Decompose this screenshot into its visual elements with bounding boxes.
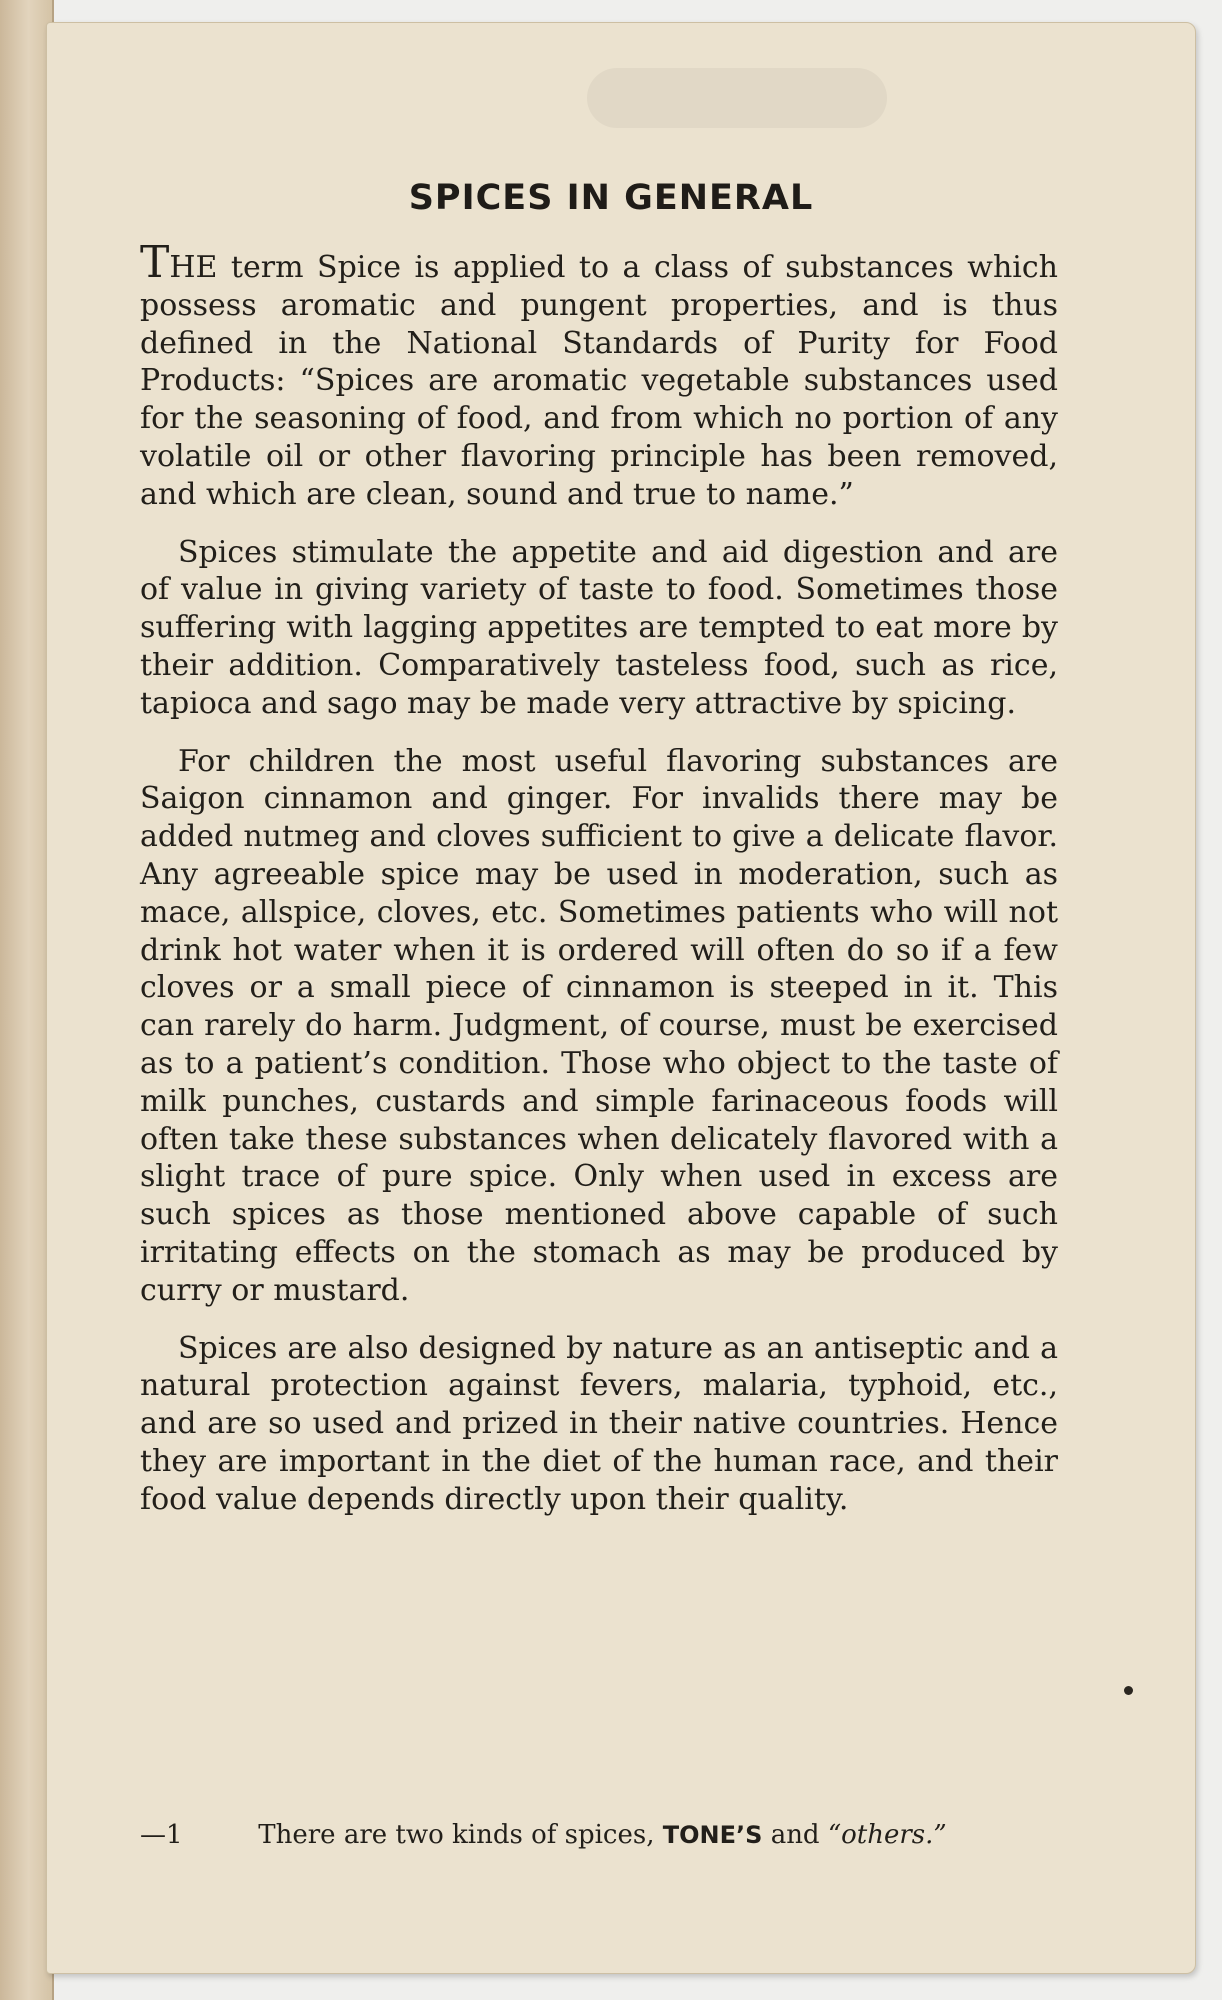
- footer-brand: TONE’S: [662, 1821, 763, 1849]
- paragraph-3: For children the most useful flavoring substances are Saigon cinnamon and ginger. For invalids there may be added nutmeg and cloves sufficient to give a delicate flavor. Any agreeable spice may be used in moderation, such as mace, allspice, cloves, etc. Sometimes patients who will not drink hot water when it is ordered will often do so if a few cloves or a small piece of cinnamon is steeped in it. This can rarely do harm. Judgment, of course, must be exercised as to a patient’s condition. Those who object to the taste of milk punches, custards and simple farinaceous foods will often take these substances when delicately flavored with a slight trace of pure spice. Only when used in excess are such spices as those mentioned above capable of such irritating effects on the stomach as may be produced by curry or mustard.: [140, 743, 1058, 1308]
- footer-others: “others.”: [827, 1820, 947, 1850]
- page-number: —1: [140, 1820, 183, 1850]
- paragraph-1: [140, 237, 1058, 514]
- footer-text-and: and: [770, 1820, 820, 1850]
- footer-text-start: There are two kinds of spices,: [258, 1820, 655, 1850]
- body-text: [140, 237, 1058, 1539]
- drop-cap: T: [140, 237, 170, 288]
- pencil-smudge: [587, 68, 887, 128]
- page-footer: [140, 1820, 1058, 1850]
- page-title: SPICES IN GENERAL: [408, 178, 814, 218]
- ink-dot: [1124, 1686, 1133, 1695]
- paragraph-4: Spices are also designed by nature as an antiseptic and a natural protection against fevers, malaria, typhoid, etc., and are so used and prized in their native countries. Hence they are important in the diet of the human race, and their food value depends directly upon their quality.: [140, 1330, 1058, 1517]
- paragraph-2: Spices stimulate the appetite and aid digestion and are of value in giving variety of taste to food. Sometimes those suffering with lagging appetites are tempted to eat more by their addition. Comparatively tasteless food, such as rice, tapioca and sago may be made very attractive by spicing.: [140, 534, 1058, 721]
- paragraph-1-text: HE term Spice is applied to a class of substances which possess aromatic and pungent properties, and is thus defined in the National Standards of Purity for Food Products: “Spices are aromatic vegetable substances used for the seasoning of food, and from which no portion of any volatile oil or other flavoring principle has been removed, and which are clean, sound and true to name.”: [140, 250, 1058, 512]
